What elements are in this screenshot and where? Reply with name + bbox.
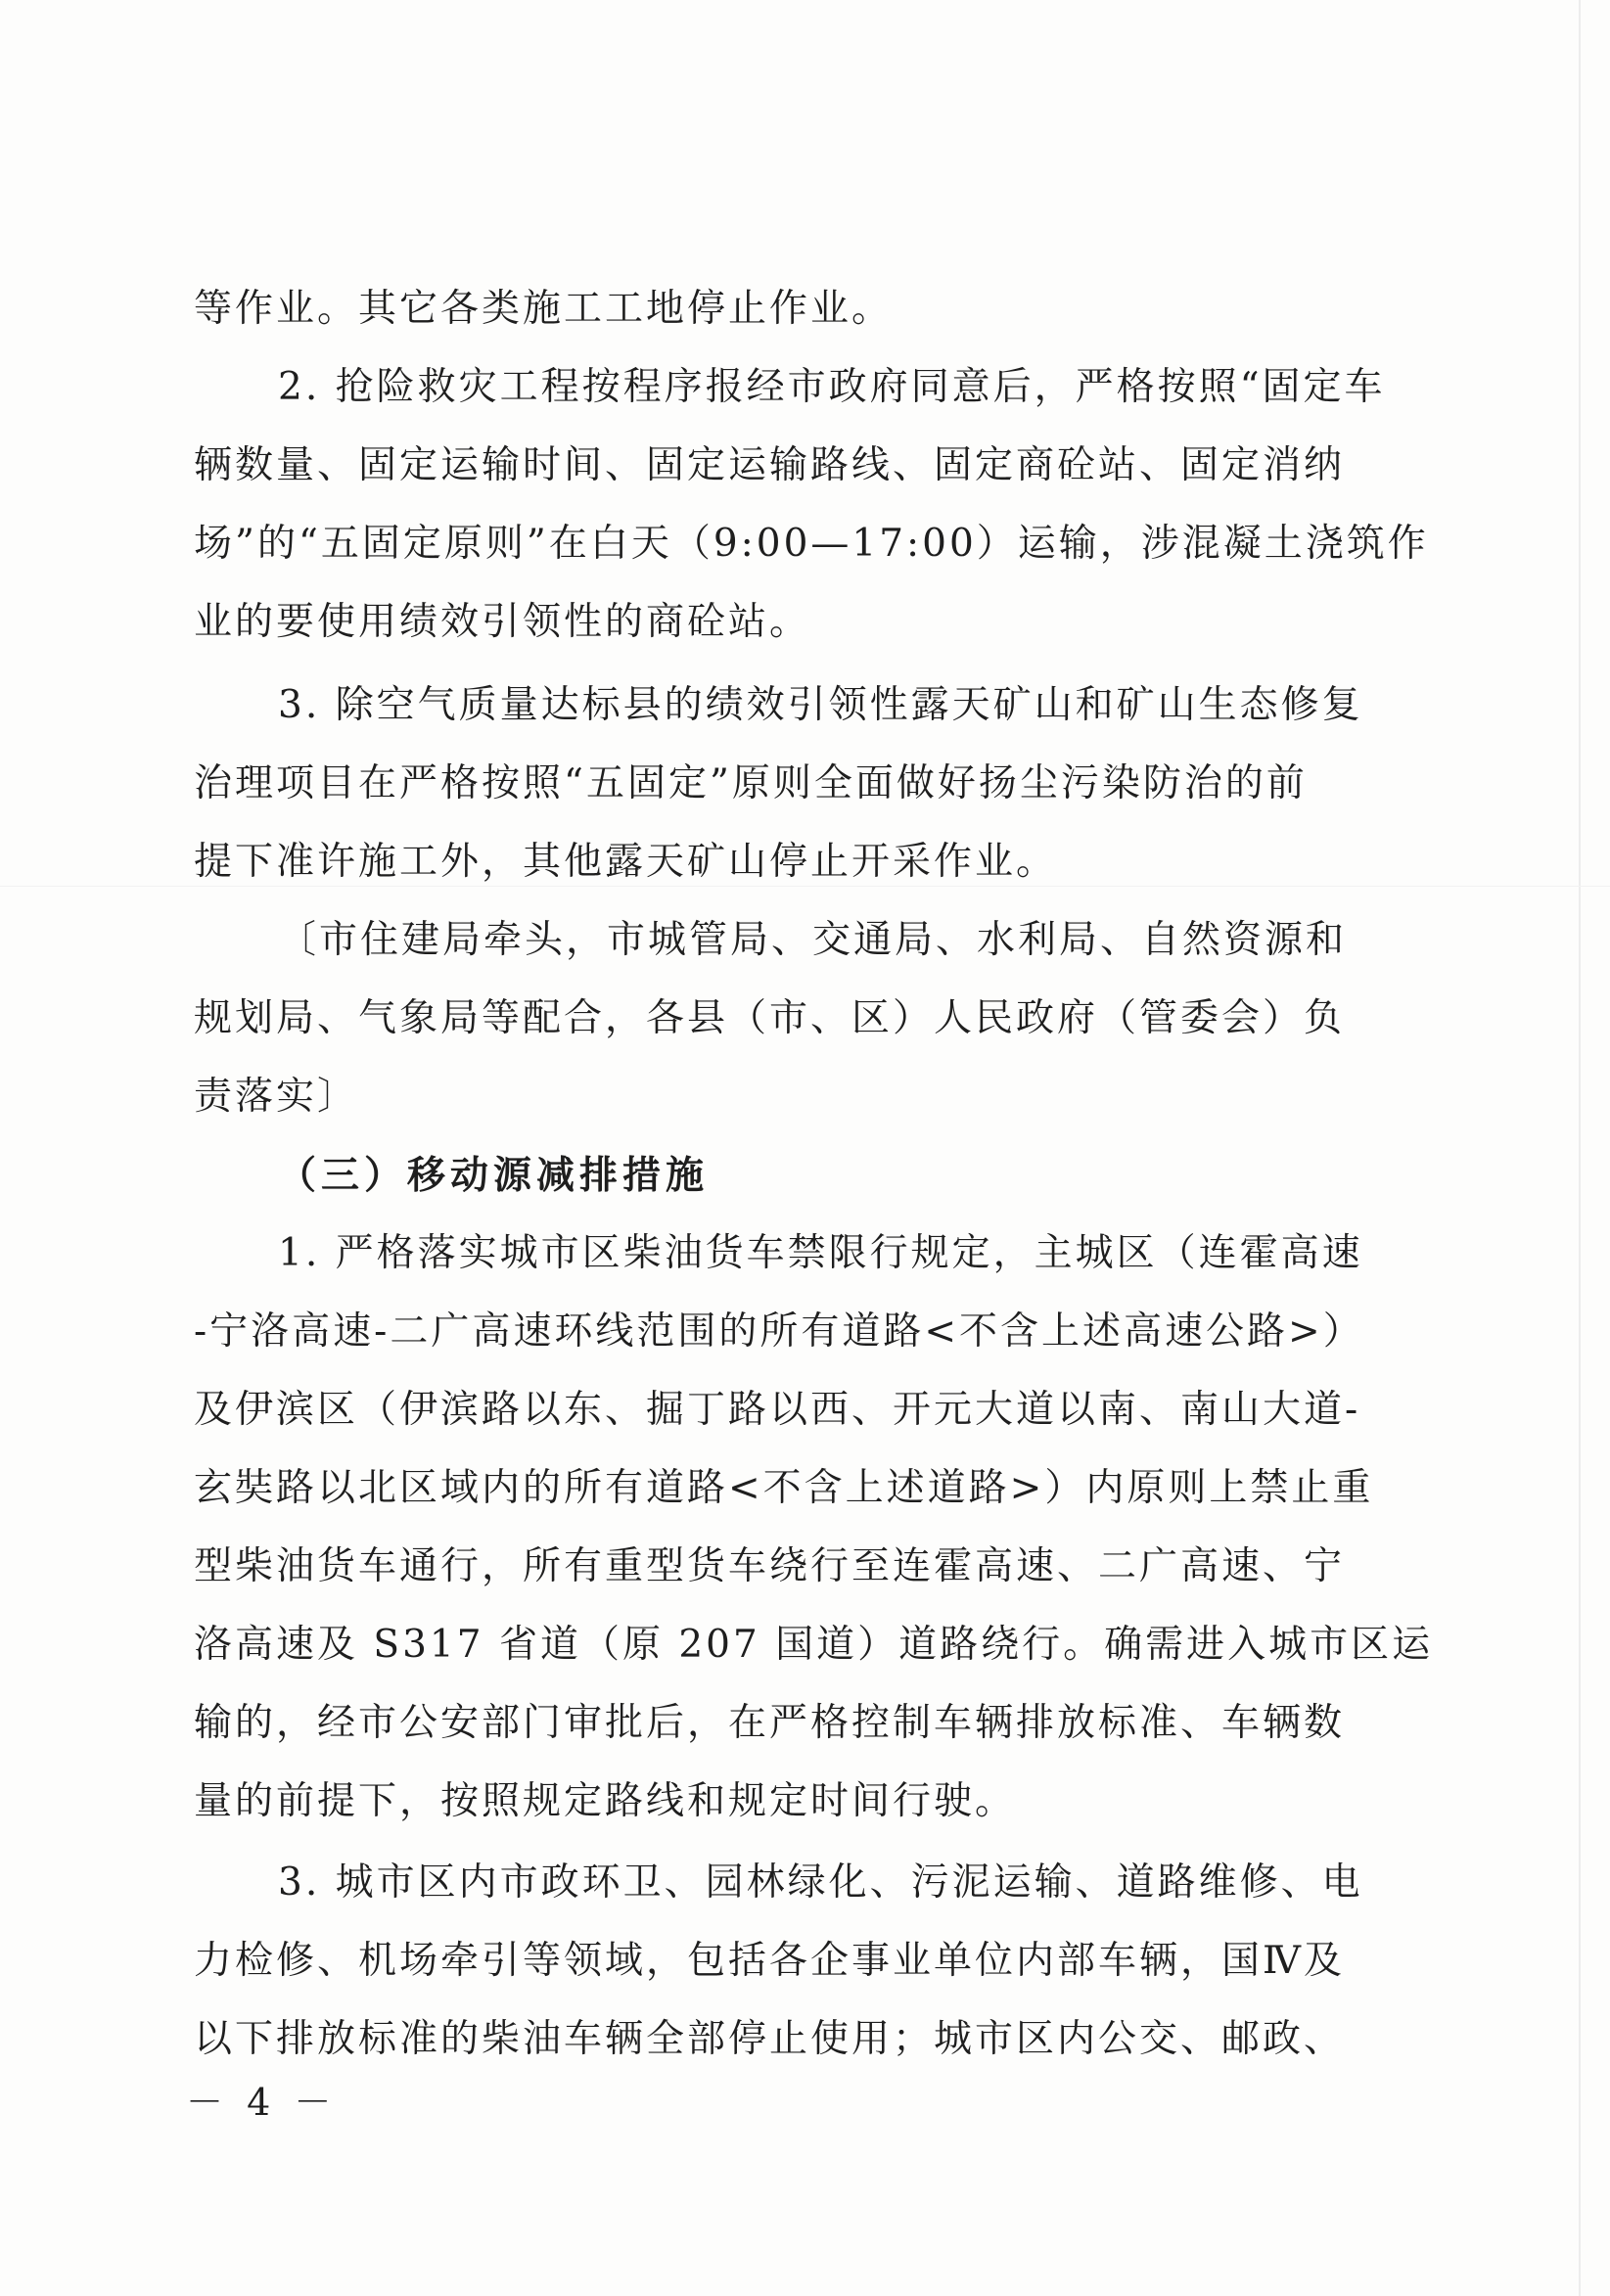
body-line: 业的要使用绩效引领性的商砼站。 (194, 600, 811, 644)
body-line: 3. 城市区内市政环卫、园林绿化、污泥运输、道路维修、电 (278, 1860, 1363, 1905)
body-line: 〔市住建局牵头，市城管局、交通局、水利局、自然资源和 (278, 918, 1348, 962)
body-line: 等作业。其它各类施工工地停止作业。 (194, 287, 894, 331)
body-line: 3. 除空气质量达标县的绩效引领性露天矿山和矿山生态修复 (278, 683, 1363, 727)
body-line: 量的前提下，按照规定路线和规定时间行驶。 (194, 1779, 1017, 1823)
body-line: 2. 抢险救灾工程按程序报经市政府同意后，严格按照“固定车 (278, 365, 1386, 409)
body-line: -宁洛高速-二广高速环线范围的所有道路<不含上述高速公路>） (194, 1309, 1364, 1354)
body-line: 型柴油货车通行，所有重型货车绕行至连霍高速、二广高速、宁 (194, 1544, 1346, 1588)
body-line: 场”的“五固定原则”在白天（9:00—17:00）运输，涉混凝土浇筑作 (194, 522, 1429, 566)
body-line: 玄奘路以北区域内的所有道路<不含上述道路>）内原则上禁止重 (194, 1466, 1374, 1510)
page-number: － 4 － (186, 2081, 338, 2124)
body-line: 1. 严格落实城市区柴油货车禁限行规定，主城区（连霍高速 (278, 1231, 1363, 1275)
body-line: 以下排放标准的柴油车辆全部停止使用；城市区内公交、邮政、 (194, 2017, 1346, 2061)
body-line: 力检修、机场牵引等领域，包括各企事业单位内部车辆，国Ⅳ及 (194, 1939, 1345, 1983)
body-line: 提下准许施工外，其他露天矿山停止开采作业。 (194, 840, 1058, 884)
body-line: 及伊滨区（伊滨路以东、掘丁路以西、开元大道以南、南山大道- (194, 1388, 1361, 1432)
body-line: 输的，经市公安部门审批后，在严格控制车辆排放标准、车辆数 (194, 1701, 1346, 1745)
body-line: 洛高速及 S317 省道（原 207 国道）道路绕行。确需进入城市区运 (194, 1623, 1434, 1667)
body-line: 责落实〕 (194, 1075, 359, 1119)
scan-edge-line (1579, 0, 1581, 2296)
section-heading: （三）移动源减排措施 (278, 1153, 710, 1198)
body-line: 治理项目在严格按照“五固定”原则全面做好扬尘污染防治的前 (194, 761, 1308, 805)
body-line: 辆数量、固定运输时间、固定运输路线、固定商砼站、固定消纳 (194, 443, 1346, 487)
body-line: 规划局、气象局等配合，各县（市、区）人民政府（管委会）负 (194, 996, 1346, 1040)
